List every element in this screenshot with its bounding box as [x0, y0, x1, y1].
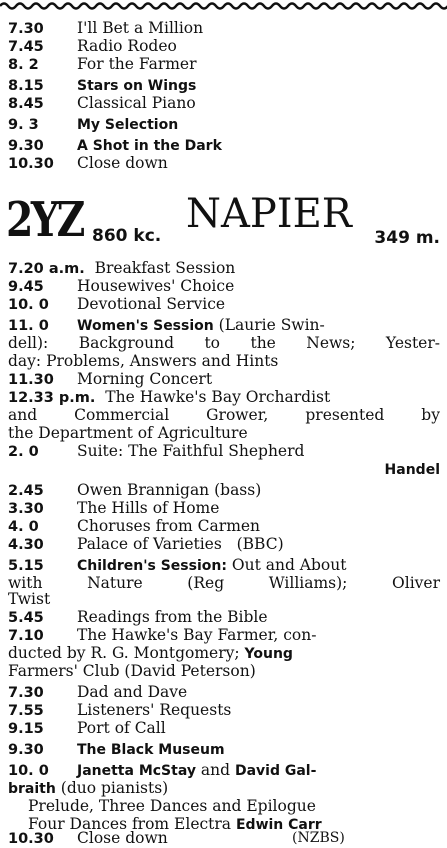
program-continuation: with Nature (Reg Williams); Oliver [8, 574, 440, 592]
program-row: 9.45 Housewives' Choice [8, 277, 235, 295]
top-row: 8.15 Stars on Wings [8, 78, 197, 94]
program-continuation: and Commercial Grower, presented by [8, 406, 440, 424]
program-continuation: braith (duo pianists) [8, 779, 169, 797]
program-row: 12.33 p.m. The Hawke's Bay Orchardist [8, 388, 331, 406]
program-row: 7.55 Listeners' Requests [8, 701, 232, 719]
program-row: 7.10 The Hawke's Bay Farmer, con- [8, 626, 317, 644]
program-continuation: day: Problems, Answers and Hints [8, 352, 279, 370]
program-row: 11.30 Morning Concert [8, 370, 213, 388]
program-composer: Handel [384, 462, 440, 478]
top-row: 9.30 A Shot in the Dark [8, 138, 222, 154]
station-header [6, 190, 442, 252]
top-row: 10.30 Close down [8, 154, 168, 172]
program-continuation: Twist [8, 590, 51, 608]
program-continuation: the Department of Agriculture [8, 424, 248, 442]
station-city: NAPIER [186, 191, 352, 237]
program-row: 11. 0 Women's Session (Laurie Swin- [8, 316, 325, 334]
program-row: 2. 0 Suite: The Faithful Shepherd [8, 442, 305, 460]
program-row: 3.30 The Hills of Home [8, 499, 220, 517]
program-row: 4.30 Palace of Varieties (BBC) [8, 535, 284, 553]
program-continuation: Prelude, Three Dances and Epilogue [28, 797, 316, 815]
top-row: 7.45 Radio Rodeo [8, 37, 177, 55]
program-row: 5.15 Children's Session: Out and About [8, 556, 347, 574]
wavy-border [0, 0, 447, 12]
station-callsign: 2YZ [6, 192, 83, 248]
program-continuation: Farmers' Club (David Peterson) [8, 662, 256, 680]
program-row: 10.30 Close down [8, 829, 168, 847]
station-wavelength: 349 m. [374, 228, 440, 248]
program-row: 7.30 Dad and Dave [8, 683, 188, 701]
program-row: 7.20 a.m. Breakfast Session [8, 259, 236, 277]
top-row: 8. 2 For the Farmer [8, 55, 197, 73]
station-frequency: 860 kc. [92, 226, 162, 246]
top-row: 9. 3 My Selection [8, 117, 179, 133]
program-row: 10. 0 Janetta McStay and David Gal- [8, 761, 317, 779]
program-continuation: Four Dances from Electra Edwin Carr [28, 815, 322, 833]
program-continuation: (NZBS) [292, 830, 345, 846]
program-row: 5.45 Readings from the Bible [8, 608, 268, 626]
top-row: 7.30 I'll Bet a Million [8, 19, 204, 37]
program-row: 9.30 The Black Museum [8, 742, 225, 758]
program-row: 2.45 Owen Brannigan (bass) [8, 481, 262, 499]
program-continuation: dell): Background to the News; Yester- [8, 334, 440, 352]
program-row: 10. 0 Devotional Service [8, 295, 226, 313]
program-continuation: ducted by R. G. Montgomery; Young [8, 644, 293, 662]
top-row: 8.45 Classical Piano [8, 94, 196, 112]
program-row: 9.15 Port of Call [8, 719, 166, 737]
program-row: 4. 0 Choruses from Carmen [8, 517, 261, 535]
